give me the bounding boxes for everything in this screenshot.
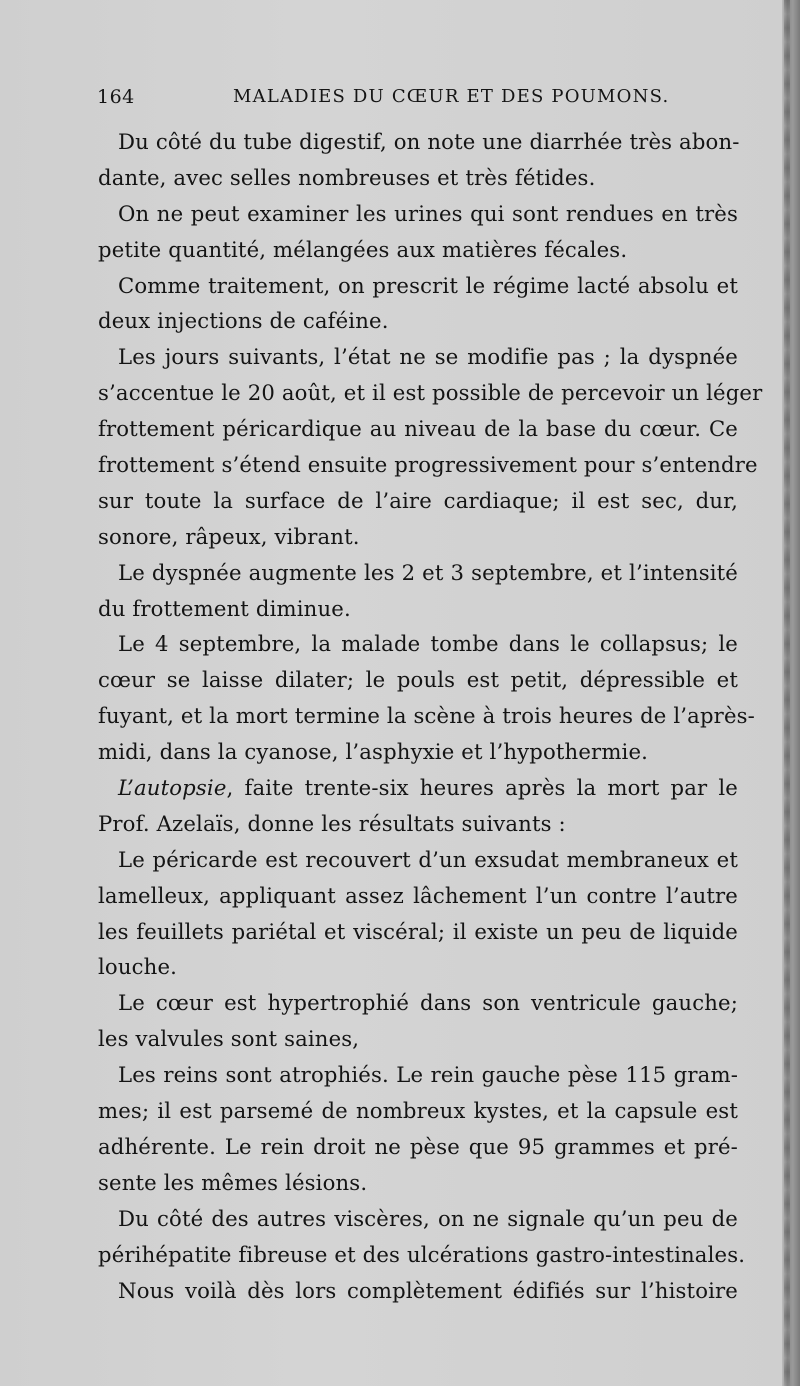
text-line: fuyant, et la mort termine la scène à trois heures de l’après- — [98, 703, 755, 729]
text-line: Du côté des autres viscères, on ne signale qu’un peu de — [118, 1205, 738, 1231]
line-rest: , faite trente-six heures après la mort par le — [226, 775, 738, 801]
text-line: les feuillets pariétal et viscéral; il existe un peu de liquide — [98, 918, 738, 944]
text-line: petite quantité, mélangées aux matières fécales. — [98, 236, 628, 262]
text-line: dante, avec selles nombreuses et très fétides. — [98, 164, 596, 190]
text-line: On ne peut examiner les urines qui sont rendues en très — [118, 200, 738, 226]
text-line: lamelleux, appliquant assez lâchement l’un contre l’autre — [98, 882, 738, 908]
text-line: sente les mêmes lésions. — [98, 1169, 368, 1195]
text-line: Du côté du tube digestif, on note une diarrhée très abon- — [118, 129, 740, 154]
text-line: Le 4 septembre, la malade tombe dans le collapsus; le — [118, 631, 738, 657]
text-line: Les reins sont atrophiés. Le rein gauche pèse 115 gram- — [118, 1062, 738, 1088]
text-line: frottement s’étend ensuite progressivement pour s’entendre — [98, 452, 758, 478]
text-line: frottement péricardique au niveau de la base du cœur. Ce — [98, 416, 738, 442]
text-line: adhérente. Le rein droit ne pèse que 95 grammes et pré- — [98, 1133, 738, 1159]
text-line: midi, dans la cyanose, l’asphyxie et l’hypothermie. — [98, 739, 649, 765]
text-line: Comme traitement, on prescrit le régime lacté absolu et — [118, 272, 738, 298]
text-line: deux injections de caféine. — [98, 308, 389, 334]
text-line: Prof. Azelaïs, donne les résultats suivants : — [98, 810, 566, 836]
text-line: s’accentue le 20 août, et il est possible de percevoir un léger — [98, 380, 763, 406]
text-line: Nous voilà dès lors complètement édifiés sur l’histoire — [118, 1277, 738, 1303]
body-text — [98, 124, 763, 1308]
text-line: cœur se laisse dilater; le pouls est petit, dépressible et — [98, 667, 738, 693]
text-line: sonore, râpeux, vibrant. — [98, 523, 360, 549]
text-line: louche. — [98, 954, 178, 980]
page-header — [0, 86, 788, 112]
text-line: Le cœur est hypertrophié dans son ventricule gauche; — [118, 990, 738, 1016]
text-line: sur toute la surface de l’aire cardiaque; il est sec, dur, — [98, 487, 738, 513]
text-line: Le dyspnée augmente les 2 et 3 septembre, et l’intensité — [118, 559, 738, 585]
page-edge — [782, 0, 800, 1386]
text-line: les valvules sont saines, — [98, 1026, 360, 1052]
text-line: mes; il est parsemé de nombreux kystes, et la capsule est — [98, 1098, 738, 1124]
running-title: MALADIES DU CŒUR ET DES POUMONS. — [233, 86, 670, 107]
page-number: 164 — [97, 86, 135, 108]
text-line: du frottement diminue. — [98, 595, 351, 621]
text-line: périhépatite fibreuse et des ulcérations gastro-intestinales. — [98, 1241, 746, 1267]
text-line: Les jours suivants, l’état ne se modifie pas ; la dyspnée — [118, 344, 738, 370]
italic-term: L’autopsie — [118, 775, 227, 801]
text-line: Le péricarde est recouvert d’un exsudat membraneux et — [118, 846, 738, 872]
text-line — [98, 770, 738, 806]
